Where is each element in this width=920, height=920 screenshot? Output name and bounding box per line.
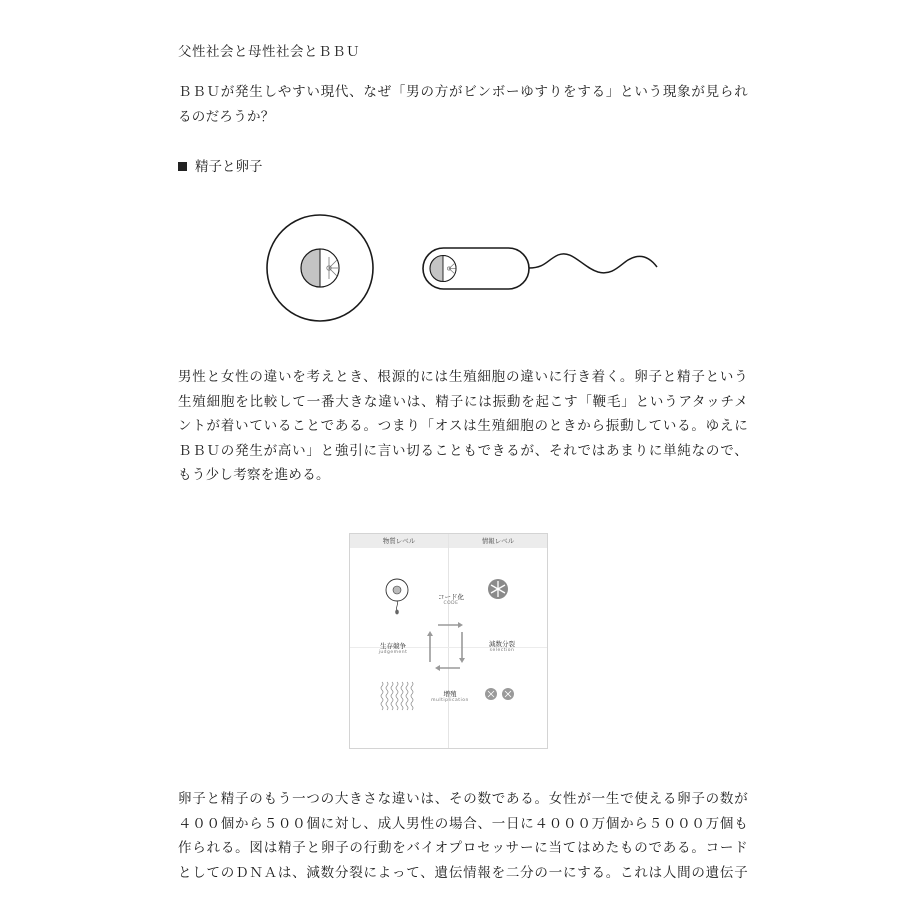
text-line: ントが着いていることである。つまり「オスは生殖細胞のときから振動している。ゆえに	[178, 418, 748, 434]
body-paragraph-1	[178, 365, 748, 488]
egg-sperm-illustration	[260, 205, 680, 335]
body-paragraph-2	[178, 787, 748, 885]
many-sperm-icon	[381, 682, 413, 710]
gene-pattern-icon	[488, 579, 508, 599]
header-information-level: 情報レベル	[449, 534, 547, 548]
square-bullet-icon	[178, 162, 187, 171]
text-line: としてのＤＮＡは、減数分裂によって、遺伝情報を二分の一にする。これは人間の遺伝子	[178, 864, 748, 881]
bioprocessor-cycle-figure	[349, 533, 548, 749]
intro-paragraph	[178, 80, 748, 129]
text-line: ４００個から５００個に対し、成人男性の場合、一日に４０００万個から５０００万個も	[178, 815, 748, 832]
egg-cell-icon	[267, 215, 373, 321]
text-line: 生殖細胞を比較して一番大きな違いは、精子には振動を起こす「鞭毛」というアタッチメ	[178, 393, 748, 410]
text-line: 男性と女性の違いを考えとき、根源的には生殖細胞の違いに行き着く。卵子と精子という	[178, 369, 748, 385]
document-title: 父性社会と母性社会とＢＢＵ	[178, 44, 360, 60]
label-meiosis: 減数分裂	[489, 640, 515, 648]
header-material-level: 物質レベル	[350, 534, 448, 548]
text-line: るのだろうか？	[178, 108, 275, 125]
text-line: ＢＢＵが発生しやすい現代、なぜ「男の方がビンボーゆすりをする」という現象が見られ	[178, 84, 748, 100]
text-line: ＢＢＵの発生が高い」と強引に言い切ることもできるが、それではあまりに単純なので、	[178, 442, 748, 459]
section-heading-text: 精子と卵子	[195, 159, 263, 175]
text-line: もう少し考察を進める。	[178, 467, 330, 483]
arrow-down-icon	[459, 632, 465, 663]
small-egg-icon	[386, 579, 408, 614]
text-line: 卵子と精子のもう一つの大きさな違いは、その数である。女性が一生で使える卵子の数が	[178, 791, 748, 807]
sperm-cell-icon	[423, 248, 657, 289]
divided-cells-icon	[485, 688, 514, 700]
arrow-up-icon	[427, 631, 433, 662]
arrow-left-icon	[435, 665, 460, 671]
label-meiosis-sub: selection	[489, 648, 515, 653]
arrow-right-icon	[438, 622, 463, 628]
label-survival-competition: 生存競争	[380, 642, 406, 650]
label-multiplication: 増殖	[443, 690, 457, 698]
label-multiplication-sub: multiplication	[431, 698, 469, 703]
label-coding: コード化	[438, 593, 464, 601]
section-heading	[178, 155, 263, 175]
label-coding-sub: CODE	[443, 601, 459, 606]
label-survival-competition-sub: judgement	[378, 650, 408, 655]
text-line: 作られる。図は精子と卵子の行動をバイオプロセッサーに当てはめたものである。コード	[178, 840, 748, 856]
